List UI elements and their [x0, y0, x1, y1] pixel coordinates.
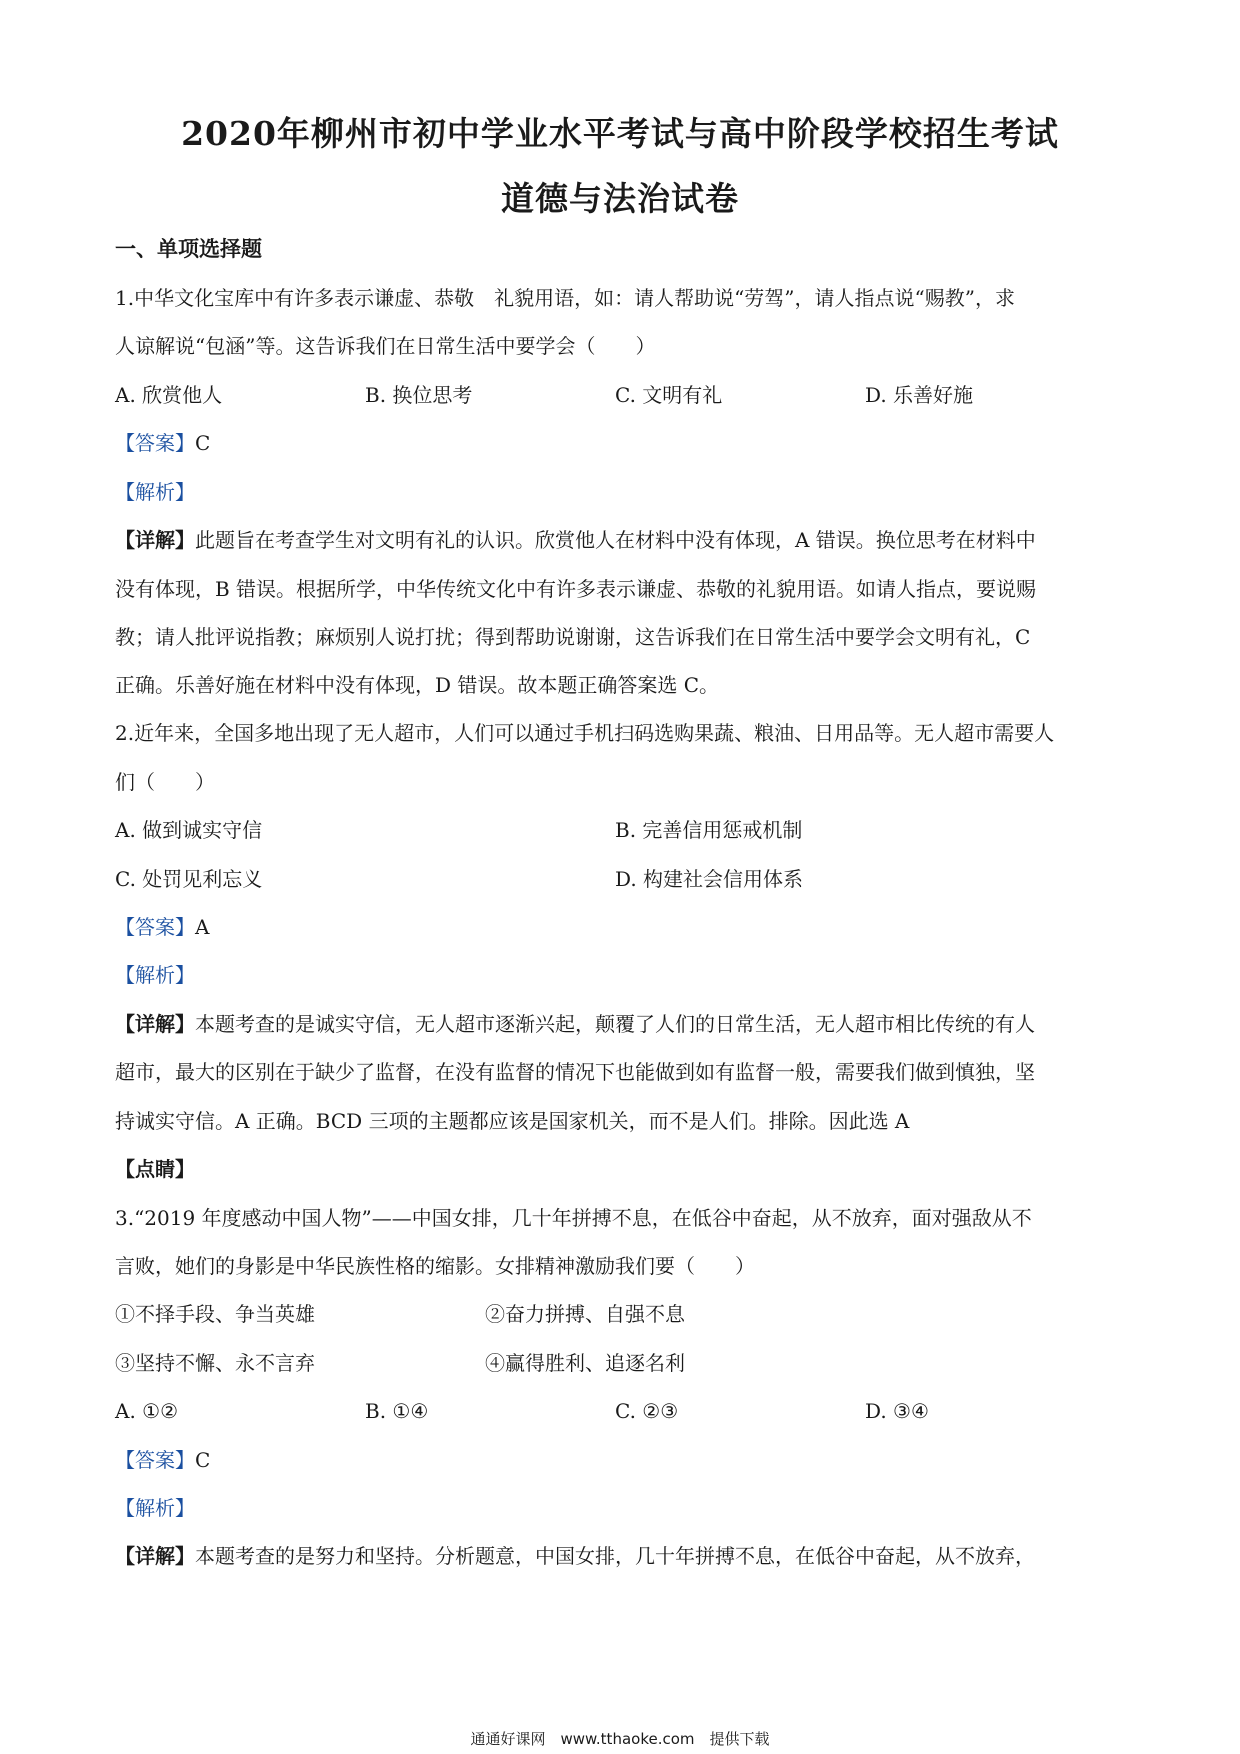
section-heading: 一、单项选择题 [115, 236, 262, 261]
q1-analysis-label: 【解析】 [115, 480, 195, 504]
q3-answer-label: 【答案】 [115, 1448, 195, 1472]
q1-option-c: C. 文明有礼 [615, 383, 723, 407]
q3-detail-text1: 本题考查的是努力和坚持。分析题意，中国女排，几十年拼搏不息，在低谷中奋起，从不放弃， [195, 1544, 1035, 1568]
exam-title: 2020年柳州市初中学业水平考试与高中阶段学校招生考试 [181, 114, 1059, 153]
q1-option-b: B. 换位思考 [365, 383, 473, 407]
q2-option-c: C. 处罚见利忘义 [115, 867, 263, 891]
q1-detail-line2: 没有体现，B 错误。根据所学，中华传统文化中有许多表示谦虚、恭敬的礼貌用语。如请人指点，要说赐 [115, 577, 1037, 601]
q2-answer-line [115, 914, 1130, 940]
q2-analysis-label: 【解析】 [115, 963, 195, 987]
q3-answer-value: C [195, 1448, 211, 1472]
q2-answer-value: A [195, 915, 210, 939]
q1-answer-line [115, 430, 1130, 456]
q1-option-a: A. 欣赏他人 [115, 383, 223, 407]
q1-detail-line1 [115, 527, 1130, 553]
q2-detail-text1: 本题考查的是诚实守信，无人超市逐渐兴起，颠覆了人们的日常生活，无人超市相比传统的有人 [195, 1012, 1035, 1036]
q3-analysis-label: 【解析】 [115, 1496, 195, 1520]
q3-detail-line1 [115, 1543, 1130, 1569]
q2-option-d: D. 构建社会信用体系 [615, 867, 804, 891]
q1-detail-label: 【详解】 [115, 528, 195, 552]
q2-detail-line1 [115, 1011, 1130, 1037]
q2-stem-line1: 2.近年来，全国多地出现了无人超市，人们可以通过手机扫码选购果蔬、粮油、日用品等。无人超市需要人 [115, 721, 1055, 745]
q3-option-d: D. ③④ [865, 1399, 929, 1423]
q3-item-1: ①不择手段、争当英雄 [115, 1302, 315, 1326]
q3-option-c: C. ②③ [615, 1399, 679, 1423]
q1-stem-line1: 1.中华文化宝库中有许多表示谦虚、恭敬 礼貌用语，如：请人帮助说“劳驾”，请人指点说“赐教”，求 [115, 286, 1015, 310]
q2-option-a: A. 做到诚实守信 [115, 818, 263, 842]
q3-answer-line [115, 1447, 1130, 1473]
q2-option-b: B. 完善信用惩戒机制 [615, 818, 803, 842]
q2-detail-line3: 持诚实守信。A 正确。BCD 三项的主题都应该是国家机关，而不是人们。排除。因此选 A [115, 1109, 910, 1133]
q3-item-3: ③坚持不懈、永不言弃 [115, 1351, 315, 1375]
q1-detail-text1: 此题旨在考查学生对文明有礼的认识。欣赏他人在材料中没有体现，A 错误。换位思考在材料中 [195, 528, 1036, 552]
q2-detail-line2: 超市，最大的区别在于缺少了监督，在没有监督的情况下也能做到如有监督一般，需要我们做到慎独，坚 [115, 1060, 1035, 1084]
q3-item-2: ②奋力拼搏、自强不息 [485, 1302, 685, 1326]
q1-stem-line2: 人谅解说“包涵”等。这告诉我们在日常生活中要学会（ ） [115, 334, 656, 358]
q1-detail-line3: 教；请人批评说指教；麻烦别人说打扰；得到帮助说谢谢，这告诉我们在日常生活中要学会文明有礼，C [115, 625, 1031, 649]
exam-subtitle: 道德与法治试卷 [501, 179, 739, 218]
q3-item-4: ④赢得胜利、追逐名利 [485, 1351, 685, 1375]
q2-detail-label: 【详解】 [115, 1012, 195, 1036]
q1-detail-line4: 正确。乐善好施在材料中没有体现，D 错误。故本题正确答案选 C。 [115, 673, 720, 697]
q3-stem-line2: 言败，她们的身影是中华民族性格的缩影。女排精神激励我们要（ ） [115, 1254, 755, 1278]
q3-detail-label: 【详解】 [115, 1544, 195, 1568]
q2-remark-label: 【点睛】 [115, 1157, 195, 1181]
footer-source-note: 通通好课网 www.tthaoke.com 提供下载 [470, 1730, 770, 1748]
q1-option-d: D. 乐善好施 [865, 383, 974, 407]
q3-stem-line1: 3.“2019 年度感动中国人物”——中国女排，几十年拼搏不息，在低谷中奋起，从不放弃，面对强敌从不 [115, 1206, 1032, 1230]
q3-option-a: A. ①② [115, 1399, 179, 1423]
q3-option-b: B. ①④ [365, 1399, 429, 1423]
q1-answer-label: 【答案】 [115, 431, 195, 455]
q2-answer-label: 【答案】 [115, 915, 195, 939]
q2-stem-line2: 们（ ） [115, 770, 215, 794]
q1-answer-value: C [195, 431, 211, 455]
